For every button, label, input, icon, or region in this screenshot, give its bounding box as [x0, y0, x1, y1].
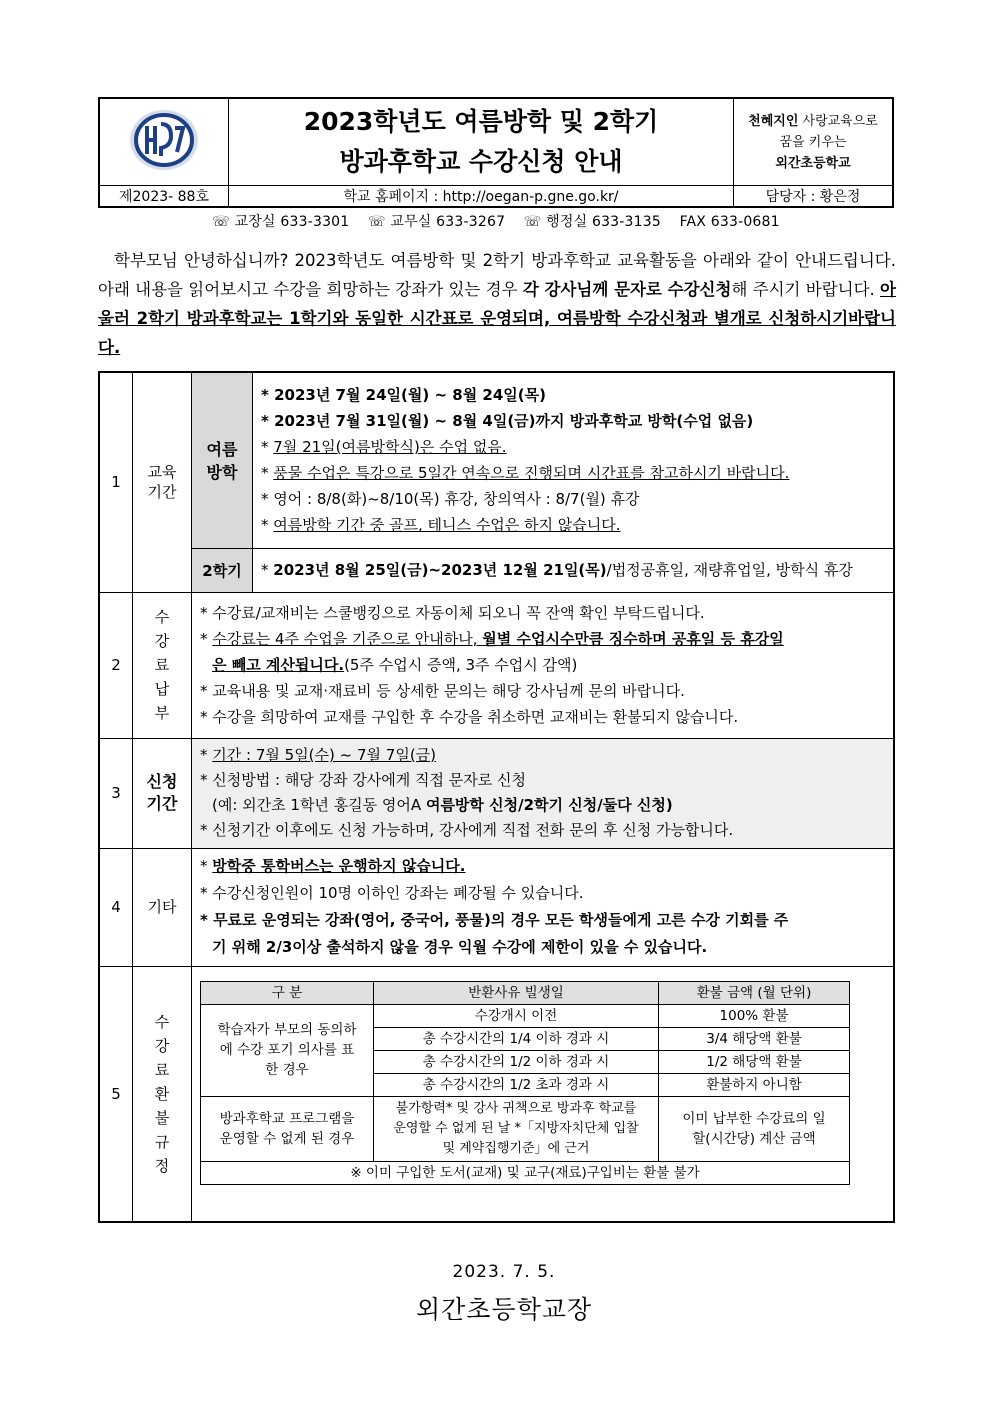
refund-header-when: 반환사유 빌생일	[374, 981, 659, 1004]
main-info-table	[98, 371, 895, 1223]
section-5-label-char: 정	[154, 1156, 170, 1175]
intro-paragraph	[98, 246, 896, 362]
apply-after: * 신청기간 이후에도 신청 가능하며, 강사에게 직접 전화 문의 후 신청 가능합니다.	[200, 821, 734, 839]
section-3-label-a: 신청	[146, 772, 178, 791]
school-name: 외간초등학교	[775, 155, 851, 171]
refund-row-when: 수강개시 이전	[374, 1004, 659, 1027]
refund-cell	[192, 966, 895, 1222]
intro-bold-underline: 아울러 2학기 방과후학교는 1학기와 동일한 시간표로 운영되며, 여름방학 수강신청과 별개로 신청하시기바랍니다.	[98, 280, 896, 357]
refund-row-amount: 환불하지 아니함	[659, 1073, 850, 1096]
refund-group-1: 학습자가 부모의 동의하에 수강 포기 의사를 표한 경우	[201, 1004, 374, 1096]
refund-row-amount: 3/4 해당액 환불	[659, 1027, 850, 1050]
fee-item-3: * 교육내용 및 교재·재료비 등 상세한 문의는 해당 강사님께 문의 바랍니다.	[200, 682, 685, 700]
intro-text-b: 해 주시기 바랍니다.	[731, 280, 881, 299]
closure-notice: * 수강신청인원이 10명 이하인 강좌는 폐강될 수 있습니다.	[200, 884, 584, 902]
semester2-period-rest: /법정공휴일, 재량휴업일, 방학식 휴강	[606, 561, 853, 579]
section-2-label-char: 납	[154, 680, 170, 698]
title-line-1: 2023학년도 여름방학 및 2학기	[303, 107, 659, 136]
summer-item-3: * 7월 21일(여름방학식)은 수업 없음.	[261, 438, 507, 457]
semester2-period: * 2023년 8월 25일(금)~2023년 12월 21일(목)/법정공휴일, 재량휴업일, 방학식 휴강	[253, 548, 895, 592]
section-4-label: 기타	[133, 848, 192, 966]
refund-row-amount: 1/2 해당액 환불	[659, 1050, 850, 1073]
summer-item-4-text: 풍물 수업은 특강으로 5일간 연속으로 진행되며 시간표를 참고하시기 바랍니다.	[273, 464, 790, 483]
section-2-items	[192, 592, 895, 738]
refund-table	[200, 981, 850, 1185]
section-5-label-char: 료	[154, 1060, 170, 1079]
section-5-label	[133, 966, 192, 1222]
slogan-line-2: 꿈을 키우는	[779, 134, 847, 150]
summer-label-a: 여름	[206, 440, 238, 460]
header-box	[98, 97, 894, 208]
section-5-number: 5	[99, 966, 133, 1222]
bus-notice: * 방학중 통학버스는 운행하지 않습니다.	[200, 857, 466, 875]
school-logo-cell	[99, 98, 229, 186]
free-class-notice-b: 기 위해 2/3이상 출석하지 않을 경우 익월 수강에 제한이 있을 수 있습니다.	[212, 938, 708, 956]
section-2-label-char: 부	[154, 704, 170, 722]
document-title	[229, 98, 734, 186]
summer-item-3-text: 7월 21일(여름방학식)은 수업 없음.	[273, 438, 507, 457]
summer-items	[253, 372, 895, 548]
contact-phones: ☏ 교장실 633-3301 ☏ 교무실 633-3267 ☏ 행정실 633-3135 FAX 633-0681	[212, 214, 780, 230]
school-homepage: 학교 홈페이지 : http://oegan-p.gne.go.kr/	[229, 186, 734, 208]
section-2-label-char: 강	[154, 632, 170, 650]
slogan-bold: 천혜지인	[748, 113, 799, 129]
title-line-2: 방과후학교 수강신청 안내	[339, 147, 623, 176]
semester2-period-bold: 2023년 8월 25일(금)~2023년 12월 21일(목)	[273, 561, 607, 579]
refund-group-2-when: 불가항력* 및 강사 귀책으로 방과후 학교를 운영할 수 없게 된 날 *「지방자치단체 입찰 및 계약집행기준」에 근거	[374, 1096, 659, 1161]
fee-item-2-bold: 월별 수업시수만큼 징수하며 공휴일 등 휴강일	[482, 630, 784, 648]
section-4-items	[192, 848, 895, 966]
bus-notice-text: 방학중 통학버스는 운행하지 않습니다.	[212, 857, 466, 875]
refund-note: ※ 이미 구입한 도서(교재) 및 교구(재료)구입비는 환불 불가	[201, 1161, 850, 1184]
section-5-label-char: 환	[154, 1084, 170, 1103]
school-emblem-icon	[125, 106, 203, 174]
summer-item-6: * 여름방학 기간 중 골프, 테니스 수업은 하지 않습니다.	[261, 516, 621, 535]
apply-example-a: (예: 외간초 1학년 홍길동 영어A	[212, 796, 426, 814]
section-3-number: 3	[99, 738, 133, 848]
refund-row-when: 총 수강시간의 1/2 이하 경과 시	[374, 1050, 659, 1073]
summer-item-1: * 2023년 7월 24일(월) ~ 8월 24일(목)	[261, 386, 546, 405]
section-5-label-char: 수	[154, 1012, 170, 1031]
apply-period-text: 기간 : 7월 5일(수) ~ 7월 7일(금)	[212, 746, 437, 764]
section-3-label	[133, 738, 192, 848]
section-1-number: 1	[99, 372, 133, 592]
document-number: 제2023- 88호	[99, 186, 229, 208]
section-5-label-char: 규	[154, 1132, 170, 1151]
fee-item-2-cont	[200, 652, 885, 678]
section-2-label-char: 수	[154, 608, 170, 626]
summer-label-b: 방학	[206, 463, 238, 483]
fee-item-2: * 수강료는 4주 수업을 기준으로 안내하나, 월별 수업시수만큼 징수하며 공휴일 등 휴강일	[200, 630, 784, 648]
section-5-label-char: 강	[154, 1036, 170, 1055]
semester2-label: 2학기	[192, 548, 253, 592]
issue-date: 2023. 7. 5.	[452, 1262, 556, 1282]
refund-group-2: 방과후학교 프로그램을 운영할 수 없게 된 경우	[201, 1096, 374, 1161]
manager-name: 담당자 : 황은정	[734, 186, 894, 208]
principal-signature: 외간초등학교장	[415, 1295, 593, 1324]
section-1-label-b: 기간	[147, 483, 177, 502]
summer-item-6-text: 여름방학 기간 중 골프, 테니스 수업은 하지 않습니다.	[273, 516, 621, 535]
refund-header-category: 구 분	[201, 981, 374, 1004]
section-5-label-char: 불	[154, 1108, 170, 1127]
refund-row-when: 총 수강시간의 1/2 초과 경과 시	[374, 1073, 659, 1096]
fee-item-2-bold-cont: 은 빼고 계산됩니다.	[212, 656, 345, 674]
fee-item-4: * 수강을 희망하여 교재를 구입한 후 수강을 취소하면 교재비는 환불되지 않습니다.	[200, 708, 739, 726]
summer-label	[192, 372, 253, 548]
section-2-number: 2	[99, 592, 133, 738]
section-2-label-char: 료	[154, 656, 170, 674]
refund-row-when: 총 수강시간의 1/4 이하 경과 시	[374, 1027, 659, 1050]
free-class-notice-a: * 무료로 운영되는 강좌(영어, 중국어, 풍물)의 경우 모든 학생들에게 고른 수강 기회를 주	[200, 911, 789, 929]
section-4-number: 4	[99, 848, 133, 966]
fee-item-2-underline: 수강료는 4주 수업을 기준으로 안내하나,	[212, 630, 483, 648]
apply-method: * 신청방법 : 해당 강좌 강사에게 직접 문자로 신청	[200, 771, 527, 789]
intro-text-a: 학부모님 안녕하십니까? 2023학년도 여름방학 및 2학기 방과후학교 교육활동을 아래와 같이 안내드립니다. 아래 내용을 읽어보시고 수강을 희망하는 강좌가 있는 경우	[98, 251, 896, 299]
refund-header-amount: 환불 금액 (월 단위)	[659, 981, 850, 1004]
apply-example-bold: 여름방학 신청/2학기 신청/둘다 신청)	[425, 796, 673, 814]
section-2-label	[133, 592, 192, 738]
apply-period: * 기간 : 7월 5일(수) ~ 7월 7일(금)	[200, 746, 437, 764]
slogan-line-1: 사랑교육으로	[798, 113, 878, 129]
section-1-label-a: 교육	[147, 463, 177, 482]
summer-item-2: * 2023년 7월 31일(월) ~ 8월 4일(금)까지 방과후학교 방학(수업 없음)	[261, 412, 754, 431]
summer-item-5: * 영어 : 8/8(화)~8/10(목) 휴강, 창의역사 : 8/7(월) 휴강	[261, 490, 640, 509]
refund-row-amount: 100% 환불	[659, 1004, 850, 1027]
intro-bold-a: 각 강사님께 문자로 수강신청	[522, 280, 732, 299]
section-3-items	[192, 738, 895, 848]
summer-item-4: * 풍물 수업은 특강으로 5일간 연속으로 진행되며 시간표를 참고하시기 바랍니다.	[261, 464, 790, 483]
fee-item-1: * 수강료/교재비는 스쿨뱅킹으로 자동이체 되오니 꼭 잔액 확인 부탁드립니다.	[200, 604, 705, 622]
section-3-label-b: 기간	[146, 794, 178, 813]
apply-example	[200, 793, 885, 818]
fee-item-2-rest: (5주 수업시 증액, 3주 수업시 감액)	[344, 656, 578, 674]
section-1-label	[133, 372, 192, 592]
refund-group-2-amount: 이미 납부한 수강료의 일할(시간당) 계산 금액	[659, 1096, 850, 1161]
school-slogan	[734, 98, 894, 186]
